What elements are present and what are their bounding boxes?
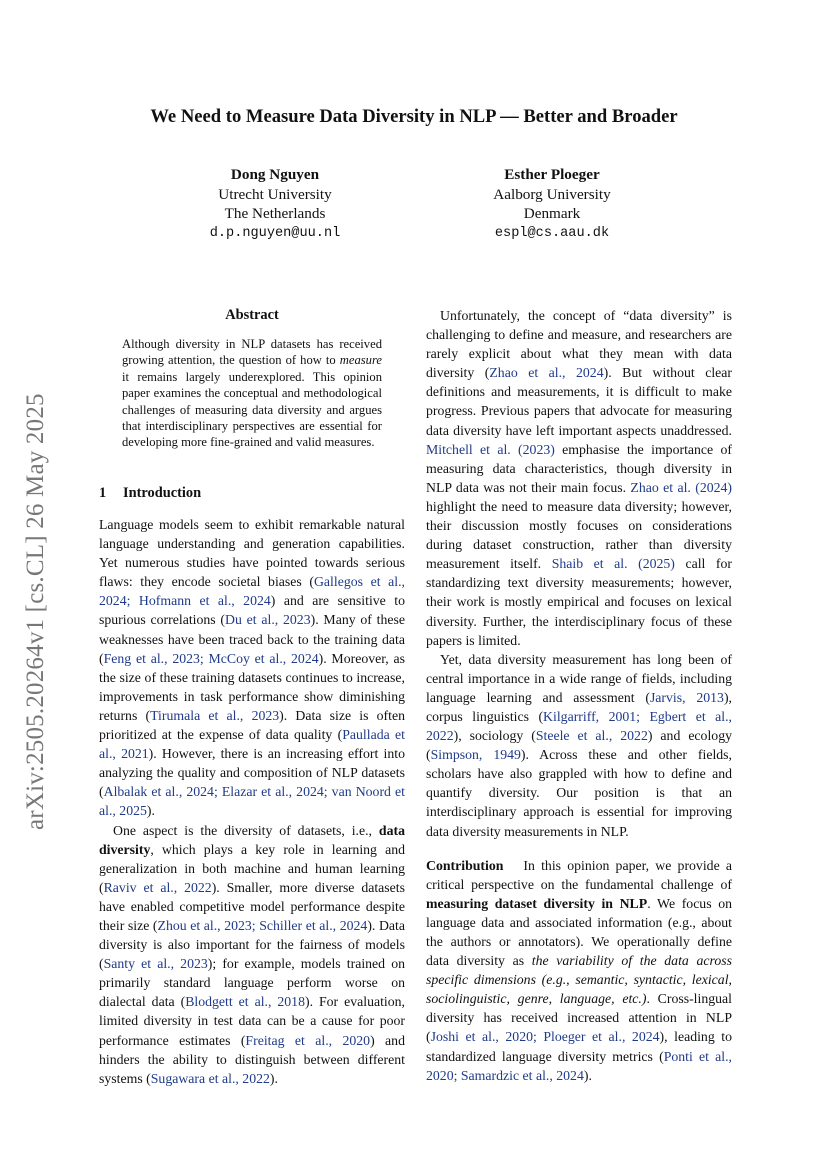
text-run: ). For evaluation, limited diversity in test data can be a cause for poor performance estimates (	[99, 994, 406, 1048]
left-column	[99, 515, 405, 1088]
citation-link[interactable]: Albalak et al., 2024; Elazar et al., 2024; van Noord et al., 2025	[99, 784, 405, 819]
citation-link[interactable]: Santy et al., 2023	[103, 956, 208, 972]
author-affiliation: Utrecht University	[218, 185, 332, 203]
author-email[interactable]: d.p.nguyen@uu.nl	[209, 225, 341, 241]
author-block	[422, 165, 682, 243]
text-run: In this opinion paper, we provide a critical perspective on the fundamental challenge of	[426, 857, 732, 892]
paragraph	[99, 821, 405, 1088]
text-run: ), sociology (	[453, 728, 536, 744]
author-name: Esther Ploeger	[504, 166, 600, 183]
section-number: 1	[99, 485, 107, 501]
paragraph	[426, 306, 732, 650]
arxiv-stamp	[18, 340, 58, 830]
text-run: ). Smaller, more diverse datasets have enabled competitive model performance despite their size (	[99, 879, 406, 933]
text-run: Yet, data diversity measurement has long been of central importance in a wide range of fields, including language learning and assessment (	[426, 651, 732, 705]
citation-link[interactable]: Blodgett et al., 2018	[185, 994, 305, 1010]
citation-link[interactable]: Feng et al., 2023; McCoy et al., 2024	[103, 650, 319, 666]
text-run: ). However, there is an increasing effort into analyzing the quality and composition of NLP datasets (	[99, 746, 406, 800]
author-email[interactable]: espl@cs.aau.dk	[494, 225, 610, 241]
paragraph	[426, 650, 732, 841]
text-run: call for standardizing text diversity measurements; however, their work is mostly empirical and focuses on lexical diversity. Further, the interdisciplinary focus of these papers is limited.	[426, 556, 732, 648]
text-run: ). Moreover, as the size of these training datasets continues to increase, improvements in task performance show diminishing returns (	[99, 650, 405, 723]
abstract-text: Although diversity in NLP datasets has received growing attention, the question of how to	[122, 337, 382, 368]
citation-link[interactable]: Zhao et al., 2024	[489, 365, 604, 381]
text-run: ), leading to standardized language diversity metrics (	[426, 1029, 732, 1064]
citation-link[interactable]: Ponti et al., 2020; Samardzic et al., 2024	[426, 1048, 732, 1083]
citation-link[interactable]: Mitchell et al. (2023)	[426, 441, 555, 457]
text-run: ).	[269, 1070, 278, 1086]
text-run: . Cross-lingual diversity has received increased attention in NLP (	[426, 991, 732, 1045]
paper-title: We Need to Measure Data Diversity in NLP — Better and Broader	[150, 106, 678, 127]
text-run: Unfortunately, the concept of “data diversity” is challenging to define and measure, and researchers are rarely explicit about what they mean with data diversity (	[426, 308, 732, 381]
text-run: ) and are sensitive to spurious correlations (	[99, 593, 405, 628]
citation-link[interactable]: Tirumala et al., 2023	[150, 707, 280, 723]
paragraph	[426, 856, 732, 1085]
author-name: Dong Nguyen	[230, 166, 320, 183]
citation-link[interactable]: Jarvis, 2013	[649, 689, 724, 705]
text-run: emphasise the importance of measuring data characteristics, though diversity in NLP data was not their main focus.	[426, 441, 732, 495]
text-run: Language models seem to exhibit remarkable natural language understanding and generation capabilities. Yet numerous studies have pointed towards serious flaws: they encode societal biases (	[99, 517, 405, 590]
abstract-body	[122, 336, 382, 451]
text-run: ). Many of these weaknesses have been traced back to the training data (	[99, 612, 405, 666]
text-run: ). Data size is often prioritized at the expense of data quality (	[99, 707, 406, 743]
author-country: The Netherlands	[224, 205, 326, 222]
text-run: , which plays a key role in learning and generalization in both machine and human learning (	[99, 841, 405, 895]
citation-link[interactable]: Shaib et al. (2025)	[551, 556, 675, 572]
citation-link[interactable]: Simpson, 1949	[430, 747, 521, 763]
text-run: ). Data diversity is also important for the fairness of models (	[99, 917, 406, 972]
section-heading	[99, 485, 201, 502]
text-run: ).	[583, 1067, 592, 1083]
bold-text: measuring dataset diversity in NLP	[426, 895, 648, 911]
citation-link[interactable]: Zhou et al., 2023; Schiller et al., 2024	[157, 917, 368, 933]
text-run: ).	[146, 803, 155, 819]
citation-link[interactable]: Freitag et al., 2020	[245, 1032, 371, 1048]
citation-link[interactable]: Gallegos et al., 2024; Hofmann et al., 2024	[99, 574, 405, 609]
author-block	[145, 165, 405, 243]
bold-text: Contribution	[426, 857, 504, 873]
italic-text: the variability of the data across specific dimensions (e.g., semantic, syntactic, lexical, sociolinguistic, genre, language, etc.)	[426, 953, 732, 1007]
abstract-emphasis: measure	[339, 353, 382, 368]
text-run: ); for example, models trained on primarily standard language perform worse on dialectal data (	[99, 956, 405, 1010]
right-column	[426, 306, 732, 1085]
citation-link[interactable]: Raviv et al., 2022	[103, 879, 212, 895]
text-run: ) and hinders the ability to distinguish between different systems (	[99, 1032, 405, 1086]
arxiv-stamp-text: arXiv:2505.20264v1 [cs.CL] 26 May 2025	[22, 393, 49, 830]
citation-link[interactable]: Paullada et al., 2021	[99, 727, 405, 762]
citation-link[interactable]: Sugawara et al., 2022	[150, 1070, 270, 1086]
bold-text: data diversity	[99, 822, 405, 857]
citation-link[interactable]: Kilgarriff, 2001; Egbert et al., 2022	[426, 708, 732, 744]
text-run: ) and ecology (	[426, 728, 732, 763]
text-run: One aspect is the diversity of datasets, i.e.,	[113, 822, 379, 838]
text-run: ), corpus linguistics (	[426, 689, 732, 724]
author-affiliation: Aalborg University	[493, 185, 611, 203]
citation-link[interactable]: Steele et al., 2022	[535, 728, 648, 744]
paragraph	[99, 515, 405, 821]
text-run: ). Across these and other fields, scholars have also grappled with how to define and quantify diversity. Our position is that an interdisciplinary approach is essential for improving data diversity measurements in NLP.	[426, 747, 733, 839]
section-title: Introduction	[123, 485, 202, 501]
text-run: highlight the need to measure data diversity; however, their discussion mostly focuses on considerations during dataset construction, rather than diversity measurement itself.	[426, 498, 732, 572]
citation-link[interactable]: Du et al., 2023	[225, 612, 311, 628]
abstract-text: it remains largely underexplored. This opinion paper examines the conceptual and methodological challenges of measuring data diversity and argues that interdisciplinary perspectives are essential for developing more fine-grained and valid measures.	[122, 369, 382, 450]
citation-link[interactable]: Zhao et al. (2024)	[630, 479, 733, 495]
text-run: . We focus on language data and associated information (e.g., about the authors or annotators). We operationally define data diversity as	[426, 895, 733, 969]
author-country: Denmark	[523, 205, 581, 222]
citation-link[interactable]: Joshi et al., 2020; Ploeger et al., 2024	[430, 1029, 660, 1045]
text-run: ). But without clear definitions and measurements, it is difficult to make progress. Previous papers that advocate for measuring data diversity have left important aspects unaddressed.	[426, 365, 732, 438]
abstract-heading: Abstract	[225, 307, 279, 323]
